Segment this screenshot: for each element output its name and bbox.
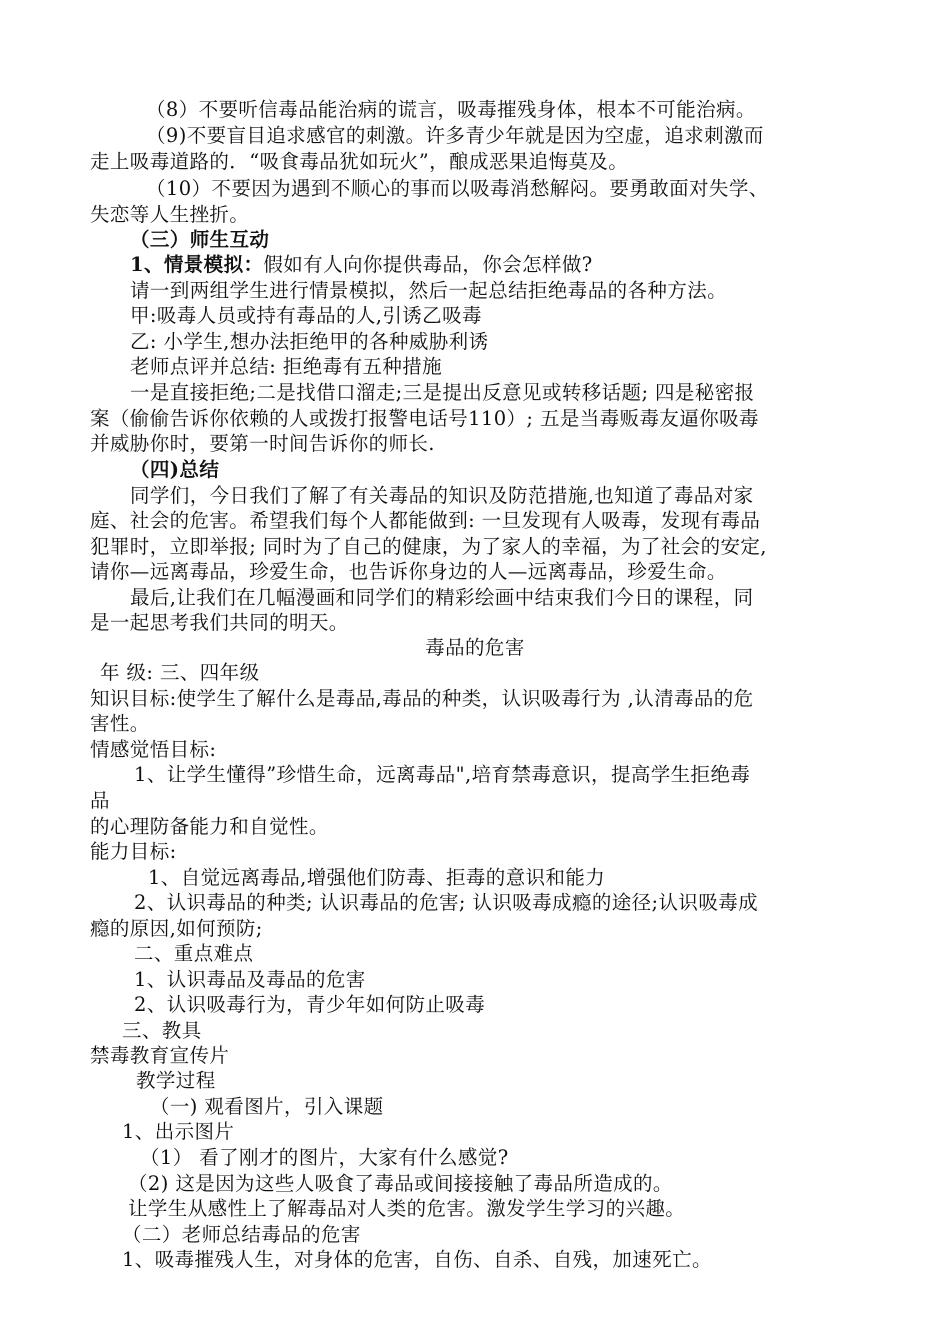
- text-line: 请你—远离毒品，珍爱生命，也告诉你身边的人—远离毒品，珍爱生命。: [90, 560, 727, 583]
- text-line: 年 级: 三、四年级: [100, 661, 260, 684]
- text-line: 假如有人向你提供毒品，你会怎样做?: [263, 253, 593, 276]
- text-line: 走上吸毒道路的．“吸食毒品犹如玩火”，酿成恶果追悔莫及。: [90, 150, 629, 173]
- text-line: 教学过程: [136, 1069, 216, 1092]
- text-line: 1、自觉远离毒品,增强他们防毒、拒毒的意识和能力: [148, 866, 606, 889]
- text-line: 甲:吸毒人员或持有毒品的人,引诱乙吸毒: [130, 304, 482, 327]
- text-line: 请一到两组学生进行情景模拟，然后一起总结拒绝毒品的各种方法。: [130, 279, 728, 302]
- text-line: （9)不要盲目追求感官的刺激。许多青少年就是因为空虚，追求刺激而: [146, 124, 764, 147]
- text-line: 品: [90, 789, 110, 812]
- text-line: 知识目标:使学生了解什么是毒品,毒品的种类，认识吸毒行为 ,认清毒品的危: [90, 687, 754, 710]
- text-line: 最后,让我们在几幅漫画和同学们的精彩绘画中结束我们今日的课程，同: [130, 586, 754, 609]
- text-line: 并威胁你时，要第一时间告诉你的师长.: [90, 432, 435, 455]
- text-line: 失恋等人生挫折。: [90, 203, 250, 226]
- text-line: 二、重点难点: [134, 942, 254, 965]
- text-line: 同学们，今日我们了解了有关毒品的知识及防范措施,也知道了毒品对家: [130, 484, 754, 507]
- text-line: 能力目标:: [90, 840, 177, 863]
- text-line: 让学生从感性上了解毒品对人类的危害。激发学生学习的兴趣。: [128, 1197, 686, 1220]
- text-line: 的心理防备能力和自觉性。: [90, 815, 329, 838]
- text-line: 害性。: [90, 712, 150, 735]
- text-line: 情感觉悟目标:: [90, 738, 217, 761]
- text-line: 庭、社会的危害。希望我们每个人都能做到: 一旦发现有人吸毒，发现有毒品: [90, 509, 761, 532]
- text-line: 1、吸毒摧残人生，对身体的危害，自伤、自杀、自残，加速死亡。: [122, 1248, 712, 1271]
- text-line: 犯罪时，立即举报; 同时为了自己的健康，为了家人的幸福，为了社会的安定,: [90, 535, 767, 558]
- document-title: 毒品的危害: [425, 636, 525, 659]
- text-line: 老师点评并总结: 拒绝毒有五种措施: [130, 355, 443, 378]
- text-line: 瘾的原因,如何预防;: [90, 917, 263, 940]
- text-line: （一) 观看图片，引入课题: [150, 1095, 384, 1118]
- text-line: 2、认识毒品的种类; 认识毒品的危害; 认识吸毒成瘾的途径;认识吸毒成: [134, 891, 759, 914]
- text-line: （1） 看了刚才的图片，大家有什么感觉?: [140, 1146, 509, 1169]
- text-line: 1、认识毒品及毒品的危害: [134, 968, 366, 991]
- text-line: 是一起思考我们共同的明天。: [90, 611, 349, 634]
- text-line: 1、让学生懂得”珍惜生命，远离毒品",培育禁毒意识，提高学生拒绝毒: [134, 763, 751, 786]
- text-line: 禁毒教育宣传片: [90, 1044, 230, 1067]
- text-line: （10）不要因为遇到不顺心的事而以吸毒消愁解闷。要勇敢面对失学、: [146, 177, 769, 200]
- section-heading: （四)总结: [130, 458, 220, 481]
- section-heading: （三）师生互动: [130, 228, 270, 251]
- text-line: 1、出示图片: [122, 1120, 235, 1143]
- text-line: 一是直接拒绝;二是找借口溜走;三是提出反意见或转移话题; 四是秘密报: [130, 381, 755, 404]
- text-line: 案（偷偷告诉你依赖的人或拨打报警电话号110）; 五是当毒贩毒友逼你吸毒: [90, 407, 759, 430]
- text-line: 乙: 小学生,想办法拒绝甲的各种威胁利诱: [130, 330, 489, 353]
- text-line: （2) 这是因为这些人吸食了毒品或间接接触了毒品所造成的。: [128, 1172, 673, 1195]
- subsection-label: 1、情景模拟：: [130, 253, 264, 276]
- text-line: 三、教具: [122, 1019, 202, 1042]
- text-line: 2、认识吸毒行为，青少年如何防止吸毒: [134, 993, 486, 1016]
- text-line: （8）不要听信毒品能治病的谎言，吸毒摧残身体，根本不可能治病。: [146, 98, 756, 121]
- text-line: （二）老师总结毒品的危害: [122, 1223, 361, 1246]
